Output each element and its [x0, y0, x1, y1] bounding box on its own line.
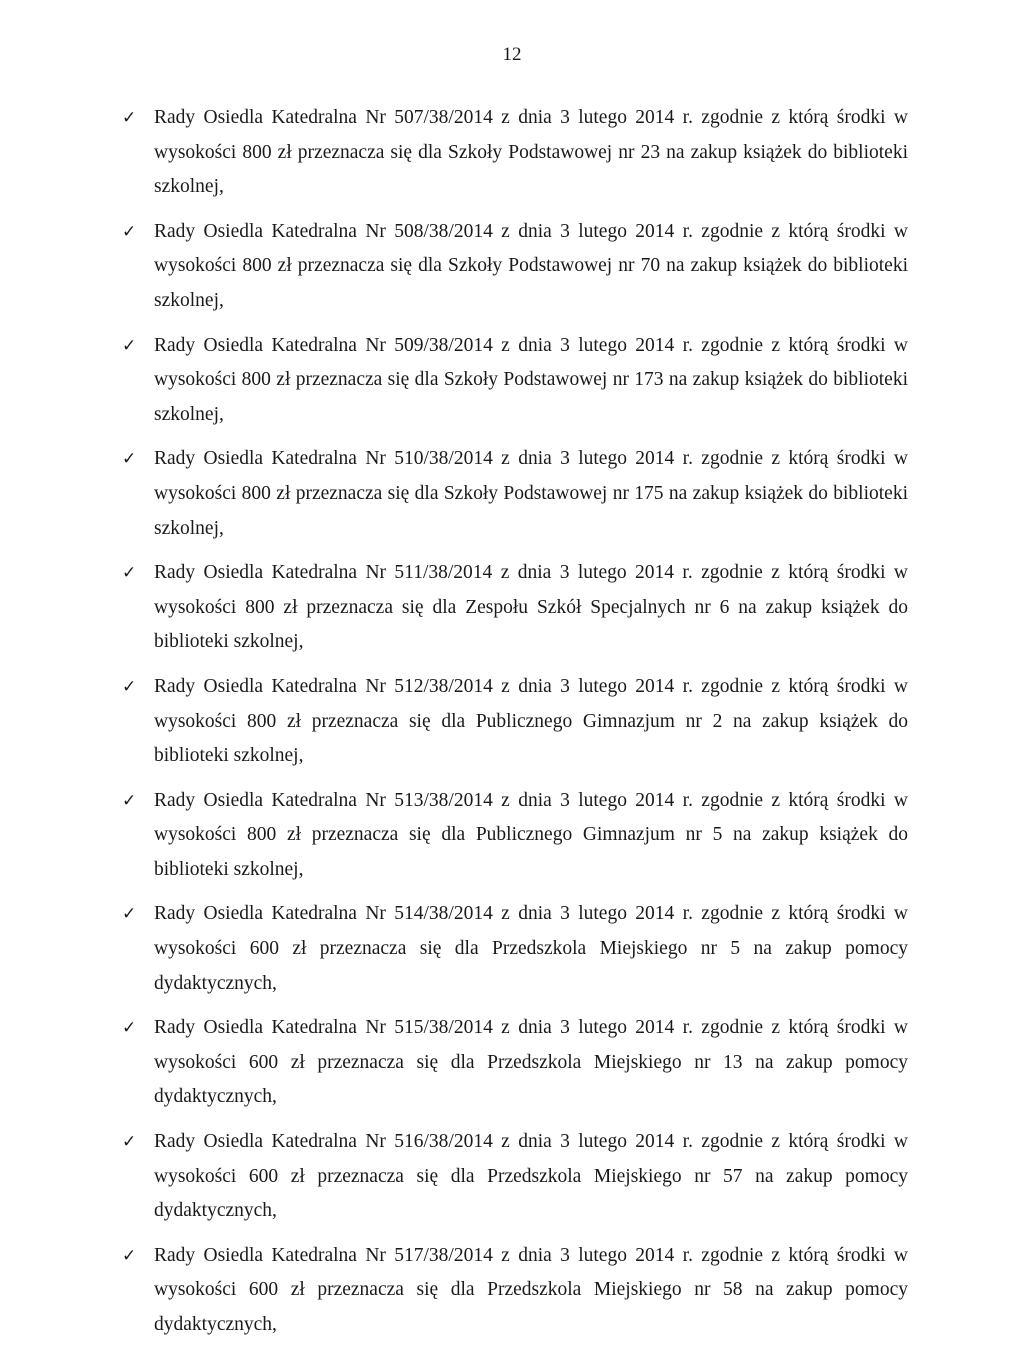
entry-text: Rady Osiedla Katedralna Nr 512/38/2014 z dnia 3 lutego 2014 r. zgodnie z którą środki w wysokości 800 zł przeznacza się dla Publicznego Gimnazjum nr 2 na zakup książek do biblioteki szkolnej, [154, 675, 908, 767]
list-item [118, 1239, 908, 1343]
checkmark-icon: ✓ [122, 563, 137, 584]
list-item [118, 442, 908, 546]
entry-text: Rady Osiedla Katedralna Nr 514/38/2014 z dnia 3 lutego 2014 r. zgodnie z którą środki w wysokości 600 zł przeznacza się dla Przedszkola Miejskiego nr 5 na zakup pomocy dydaktycznych, [154, 903, 908, 994]
checkmark-icon: ✓ [122, 676, 137, 697]
list-item [118, 784, 908, 888]
list-item [118, 670, 908, 774]
entry-text: Rady Osiedla Katedralna Nr 516/38/2014 z dnia 3 lutego 2014 r. zgodnie z którą środki w wysokości 600 zł przeznacza się dla Przedszkola Miejskiego nr 57 na zakup pomocy dydaktycznych, [154, 1131, 908, 1222]
list-item [118, 101, 908, 205]
checkmark-icon: ✓ [122, 790, 137, 811]
list-item [118, 329, 908, 433]
checkmark-icon: ✓ [122, 1018, 137, 1039]
entry-text: Rady Osiedla Katedralna Nr 515/38/2014 z dnia 3 lutego 2014 r. zgodnie z którą środki w wysokości 600 zł przeznacza się dla Przedszkola Miejskiego nr 13 na zakup pomocy dydaktycznych, [154, 1017, 908, 1108]
checkmark-icon: ✓ [122, 1245, 137, 1266]
page-number: 12 [502, 44, 522, 65]
entry-text: Rady Osiedla Katedralna Nr 511/38/2014 z dnia 3 lutego 2014 r. zgodnie z którą środki w wysokości 800 zł przeznacza się dla Zespołu Szkół Specjalnych nr 6 na zakup książek do biblioteki szkolnej, [154, 562, 908, 653]
list-item [118, 1011, 908, 1115]
entry-text: Rady Osiedla Katedralna Nr 509/38/2014 z dnia 3 lutego 2014 r. zgodnie z którą środki w wysokości 800 zł przeznacza się dla Szkoły Podstawowej nr 173 na zakup książek do biblioteki szkolnej, [154, 334, 908, 425]
entry-text: Rady Osiedla Katedralna Nr 517/38/2014 z dnia 3 lutego 2014 r. zgodnie z którą środki w wysokości 600 zł przeznacza się dla Przedszkola Miejskiego nr 58 na zakup pomocy dydaktycznych, [154, 1244, 908, 1335]
list-item [118, 897, 908, 1001]
checkmark-icon: ✓ [122, 449, 137, 470]
list-item [118, 1125, 908, 1229]
checkmark-icon: ✓ [122, 1132, 137, 1153]
checkmark-icon: ✓ [122, 221, 137, 242]
entry-text: Rady Osiedla Katedralna Nr 508/38/2014 z dnia 3 lutego 2014 r. zgodnie z którą środki w wysokości 800 zł przeznacza się dla Szkoły Podstawowej nr 70 na zakup książek do biblioteki szkolnej, [154, 220, 908, 311]
entry-text: Rady Osiedla Katedralna Nr 510/38/2014 z dnia 3 lutego 2014 r. zgodnie z którą środki w wysokości 800 zł przeznacza się dla Szkoły Podstawowej nr 175 na zakup książek do biblioteki szkolnej, [154, 448, 908, 539]
entry-text: Rady Osiedla Katedralna Nr 507/38/2014 z dnia 3 lutego 2014 r. zgodnie z którą środki w wysokości 800 zł przeznacza się dla Szkoły Podstawowej nr 23 na zakup książek do biblioteki szkolnej, [154, 107, 908, 198]
checkmark-icon: ✓ [122, 904, 137, 925]
entry-text: Rady Osiedla Katedralna Nr 513/38/2014 z dnia 3 lutego 2014 r. zgodnie z którą środki w wysokości 800 zł przeznacza się dla Publicznego Gimnazjum nr 5 na zakup książek do biblioteki szkolnej, [154, 789, 908, 880]
list-item [118, 215, 908, 319]
checkmark-icon: ✓ [122, 108, 137, 128]
checkmark-icon: ✓ [122, 335, 137, 356]
resolution-list [118, 101, 908, 1353]
list-item [118, 556, 908, 660]
